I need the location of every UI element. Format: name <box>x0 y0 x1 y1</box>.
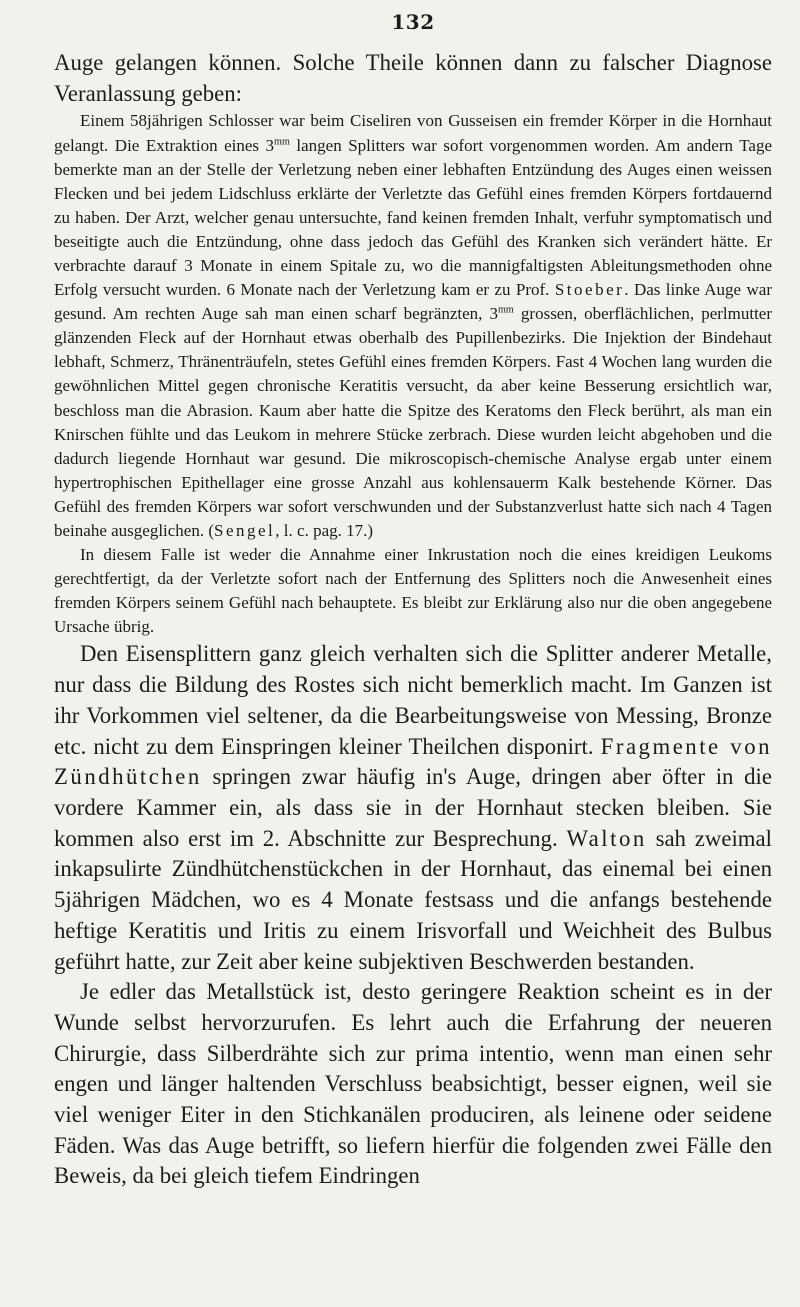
case-text-5: , l. c. pag. 17.) <box>275 521 374 540</box>
case-comment-paragraph: In diesem Falle ist weder die Annahme einer Inkrustation noch die eines kreidigen Leukoms gerechtfertigt, da der Verletzte sofort nach der Entfernung des Splitters noch die Anwesenheit eines fremden Körpers seinem Gefühl nach behauptete. Es bleibt zur Erklärung also nur die oben angegebene Ursache übrig. <box>54 545 772 637</box>
intro-paragraph: Auge gelangen können. Solche Theile können dann zu falscher Diagnose Veranlassung geben: <box>54 50 772 106</box>
author-name-stoeber: Stoeber <box>554 280 625 300</box>
book-page <box>54 10 772 1192</box>
case-text-2: langen Splitters war sofort vorgenommen worden. Am andern Tage bemerkte man an der Stelle der Verletzung neben einer lebhaften Entzündung des Auges einen weissen Flecken und bei jedem Lidschluss erklärte der Verletzte das Gefühl eines fremden Körpers fortdauernd zu haben. Der Arzt, welcher genau untersuchte, fand keinen fremden Inhalt, verfuhr symptomatisch und beseitigte auch die Entzündung, ohne dass jedoch das Gefühl des Kranken sich verändert hätte. Er verbrachte darauf 3 Monate in einem Spitale zu, wo die mannigfaltigsten Ableitungsmethoden ohne Erfolg versucht wurden. 6 Monate nach der Verletzung kam er zu Prof. <box>54 135 772 300</box>
case-text-3: . Das linke Auge war gesund. Am rechten Auge sah man einen scharf begränzten, 3 <box>54 280 772 324</box>
metals-text-1: Den Eisensplittern ganz gleich verhalten sich die Splitter anderer Metalle, nur dass die Bildung des Rostes sich nicht bemerklich macht. Im Ganzen ist ihr Vorkommen viel seltener, da die Bearbeitungsweise von Messing, Bronze etc. nicht zu dem Einspringen kleiner Theilchen disponirt. <box>54 641 772 759</box>
metals-text-2: springen zwar häufig in's Auge, dringen aber öfter in die vordere Kammer ein, als dass sie in der Hornhaut stecken bleiben. Sie kommen also erst im 2. Abschnitte zur Besprechung. <box>54 764 772 851</box>
case-text-4: grossen, oberflächlichen, perlmutter glänzenden Fleck auf der Hornhaut etwas oberhalb des Pupillenbezirks. Die Injektion der Bindehaut lebhaft, Schmerz, Thränenträufeln, stetes Gefühl eines fremden Körpers. Fast 4 Wochen lang wurden die gewöhnlichen Mittel gegen chronische Keratitis versucht, da aber keine Besserung ersichtlich war, beschloss man die Abrasion. Kaum aber hatte die Spitze des Keratoms den Fleck berührt, als man ein Knirschen fühlte und das Leukom in mehrere Stücke zerbrach. Diese wurden leicht abgehoben und die dadurch liegende Hornhaut war gesund. Die mikroscopisch-chemische Analyse ergab unter einem hypertrophischen Epithellager eine grosse Anzahl aus kohlensauerm Kalk bestehende Körner. Das Gefühl des fremden Körpers war sofort verschwunden und der Substanzverlust hatte sich nach 4 Tagen beinahe ausgeglichen. ( <box>54 304 772 540</box>
unit-superscript: mm <box>274 135 290 147</box>
case-text-1: Einem 58jährigen Schlosser war beim Ciseliren von Gusseisen ein fremder Körper in die Hornhaut gelangt. Die Extraktion eines 3 <box>54 111 772 155</box>
case-report-paragraph <box>54 109 772 543</box>
author-name-sengel: Sengel <box>214 521 276 540</box>
unit-superscript: mm <box>498 304 514 316</box>
page-number: 132 <box>391 10 435 34</box>
author-name-walton: Walton <box>566 825 647 851</box>
emphasis-fragmente: Fragmente von Zündhütchen <box>54 733 772 790</box>
metals-paragraph <box>54 639 772 977</box>
reaction-paragraph: Je edler das Metallstück ist, desto geringere Reaktion scheint es in der Wunde selbst hervorzurufen. Es lehrt auch die Erfahrung der neueren Chirurgie, dass Silberdrähte sich zur prima intentio, wenn man einen sehr engen und länger haltenden Verschluss beabsichtigt, besser eignen, weil sie viel weniger Eiter in den Stichkanälen produciren, als leinene oder seidene Fäden. Was das Auge betrifft, so liefern hierfür die folgenden zwei Fälle den Beweis, da bei gleich tiefem Eindringen <box>54 979 772 1189</box>
metals-text-3: sah zweimal inkapsulirte Zündhütchenstückchen in der Hornhaut, das einemal bei einen 5jährigen Mädchen, wo es 4 Monate festsass und die anfangs bestehende heftige Keratitis und Iritis zu einem Irisvorfall und Weichheit des Bulbus geführt hatte, zur Zeit aber keine subjektiven Beschwerden bestanden. <box>54 825 772 974</box>
